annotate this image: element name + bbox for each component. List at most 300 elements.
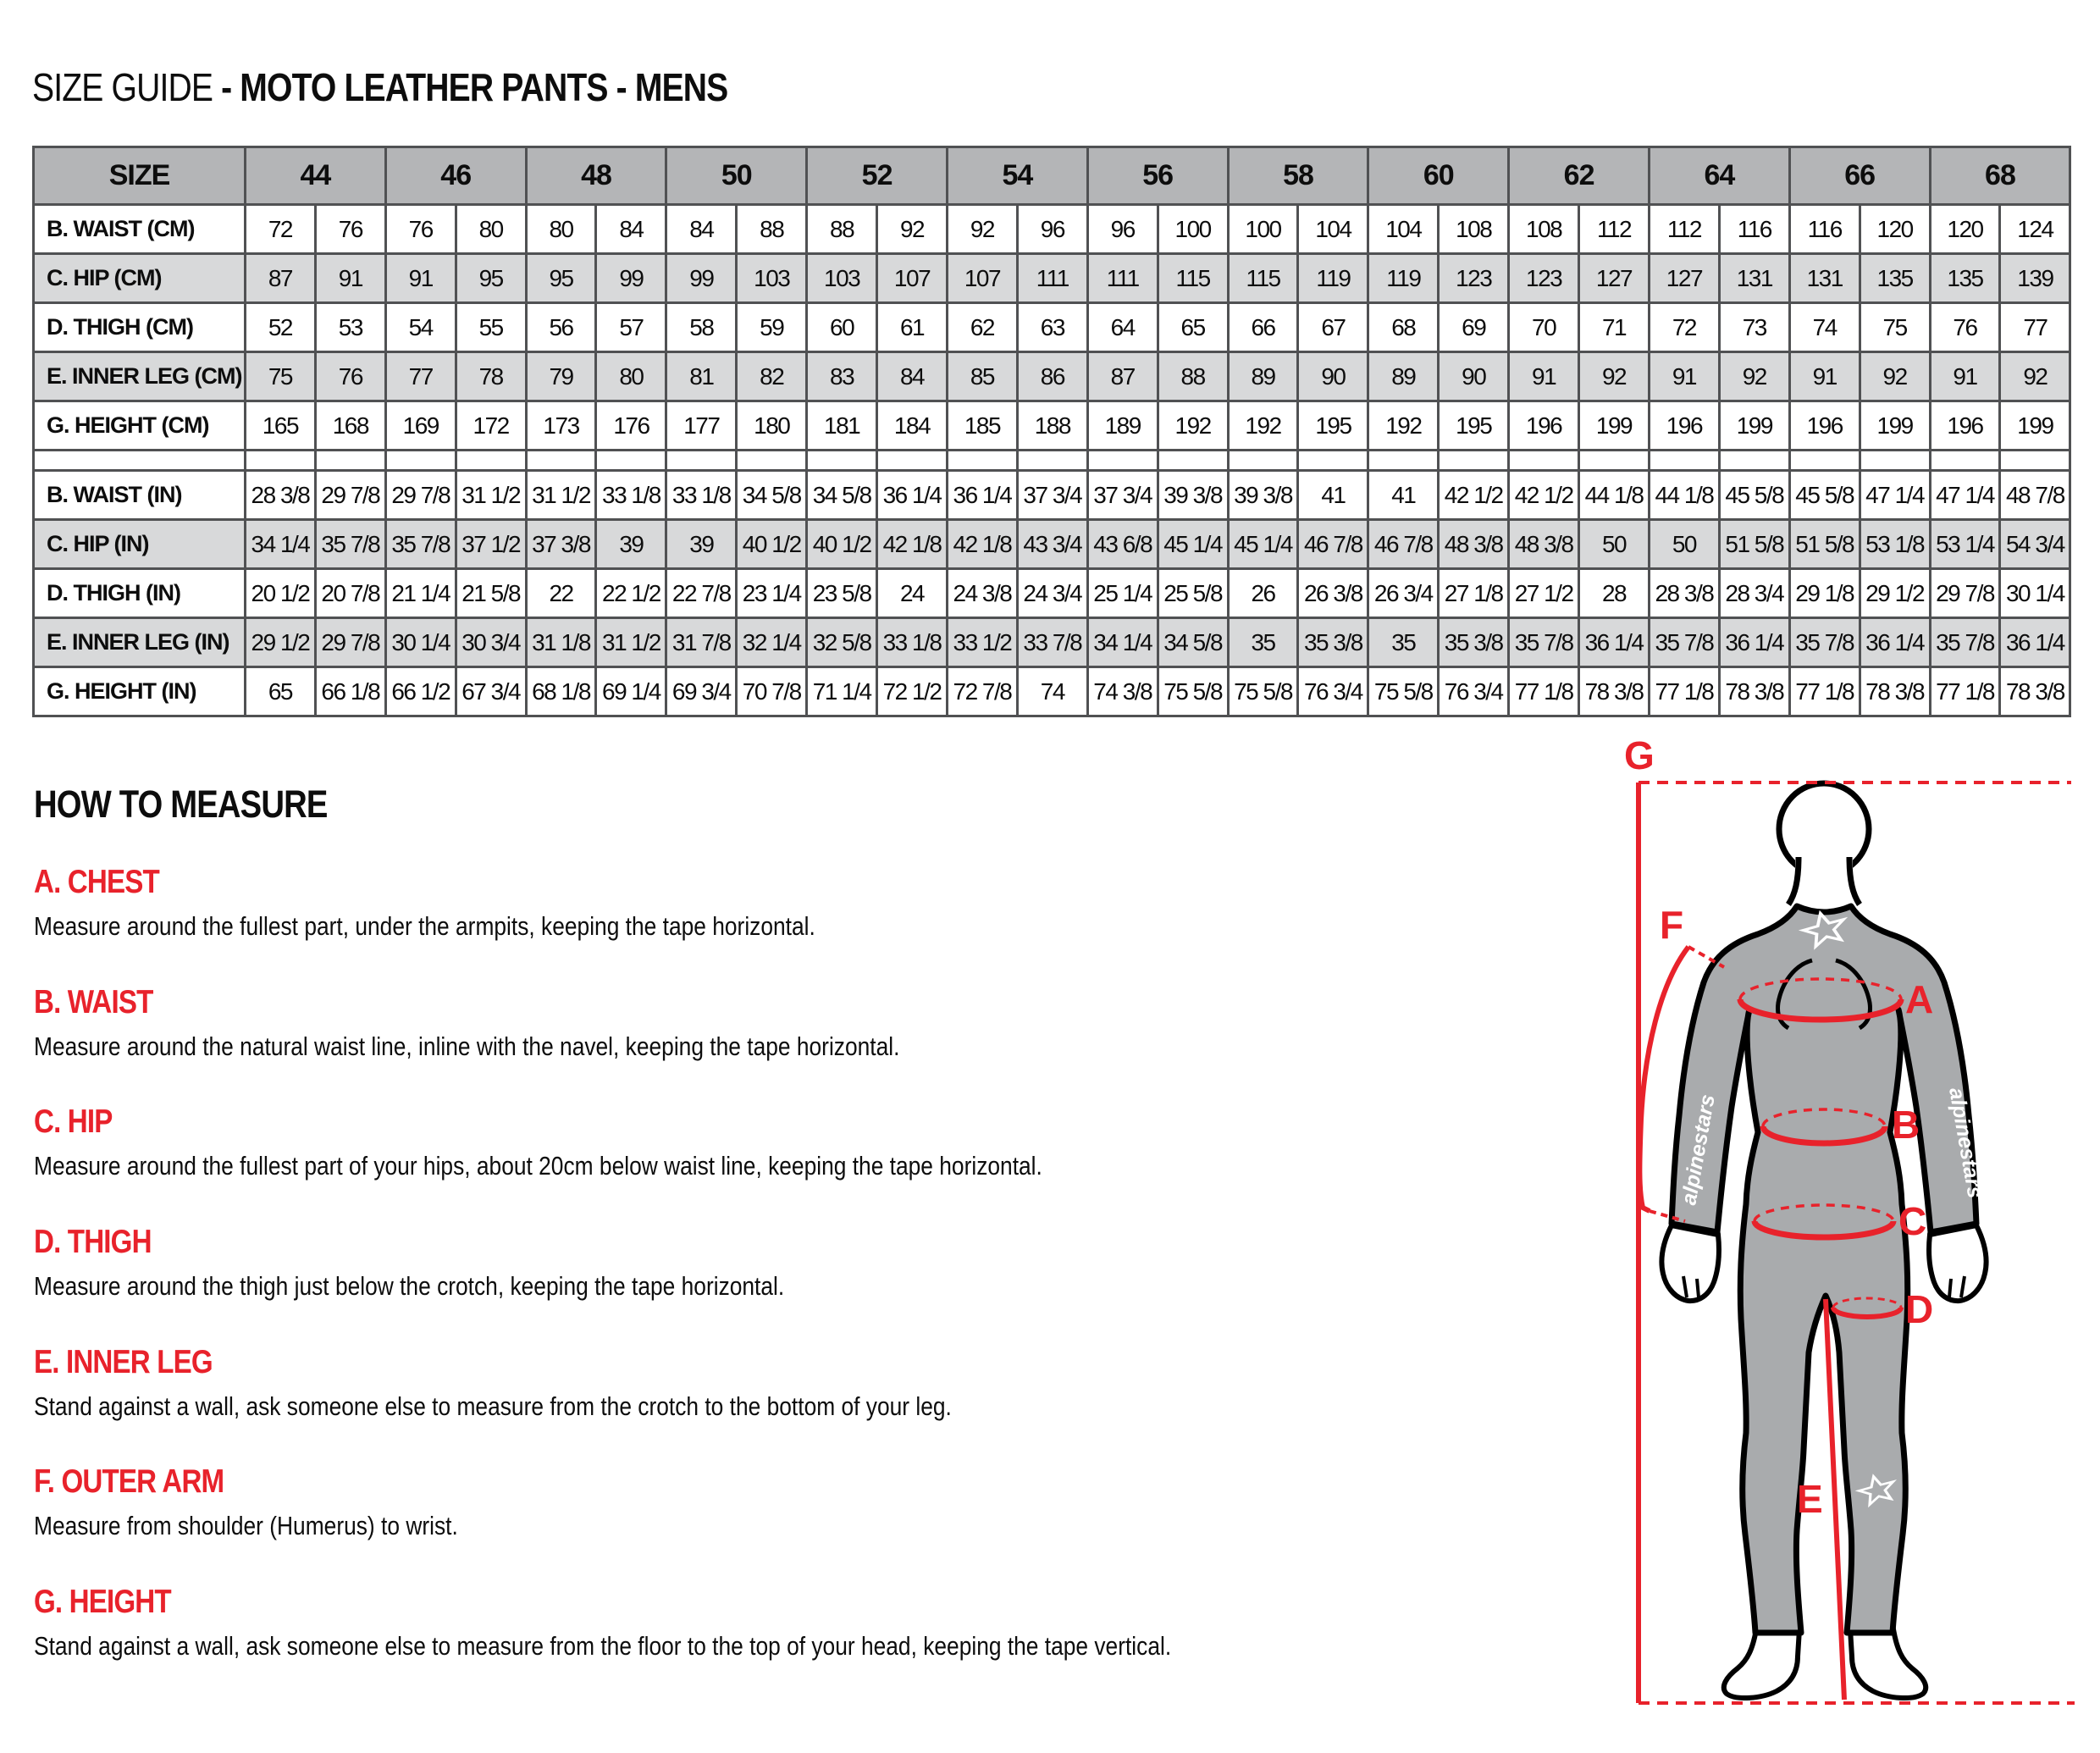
table-cell: 115 [1228, 254, 1298, 303]
table-cell: 36 1/4 [877, 471, 948, 520]
hand-right [1929, 1225, 1986, 1301]
table-cell: 59 [737, 303, 807, 352]
table-cell: 28 3/8 [246, 471, 316, 520]
table-cell: 77 1/8 [1789, 667, 1860, 716]
table-cell: 41 [1298, 471, 1368, 520]
table-cell: 23 5/8 [807, 569, 877, 618]
spacer-cell [1228, 451, 1298, 471]
table-cell: 169 [385, 401, 456, 451]
table-cell: 77 1/8 [1930, 667, 2000, 716]
measure-section-heading: F. OUTER ARM [34, 1463, 224, 1501]
label-f: F [1660, 903, 1684, 947]
spacer-cell [1930, 451, 2000, 471]
table-cell: 30 1/4 [2000, 569, 2070, 618]
table-cell: 78 3/8 [2000, 667, 2070, 716]
table-cell: 31 1/8 [526, 618, 596, 667]
table-cell: 27 1/8 [1439, 569, 1509, 618]
measure-section [34, 1463, 1558, 1541]
table-cell: 21 1/4 [385, 569, 456, 618]
table-cell: 185 [947, 401, 1017, 451]
size-corner-cell: SIZE [34, 147, 246, 205]
table-cell: 55 [456, 303, 526, 352]
table-cell: 45 1/4 [1228, 520, 1298, 569]
table-cell: 36 1/4 [947, 471, 1017, 520]
foot-left [1724, 1629, 1799, 1698]
measure-section-text: Measure around the thigh just below the crotch, keeping the tape horizontal. [34, 1270, 785, 1301]
table-cell: 90 [1439, 352, 1509, 401]
table-cell: 72 1/2 [877, 667, 948, 716]
table-cell: 135 [1860, 254, 1930, 303]
measure-section [34, 1103, 1558, 1181]
table-cell: 86 [1017, 352, 1087, 401]
label-c: C [1898, 1199, 1927, 1243]
table-cell: 91 [1789, 352, 1860, 401]
spacer-cell [1298, 451, 1368, 471]
table-cell: 196 [1930, 401, 2000, 451]
size-table [32, 146, 2071, 717]
table-cell: 199 [1860, 401, 1930, 451]
table-cell: 32 5/8 [807, 618, 877, 667]
table-cell: 88 [1158, 352, 1228, 401]
table-cell: 21 5/8 [456, 569, 526, 618]
size-header-cell: 56 [1087, 147, 1228, 205]
spacer-cell [1649, 451, 1719, 471]
table-cell: 27 1/2 [1509, 569, 1579, 618]
table-cell: 70 [1509, 303, 1579, 352]
table-cell: 66 1/2 [385, 667, 456, 716]
row-label: G. HEIGHT (IN) [34, 667, 246, 716]
table-cell: 116 [1789, 205, 1860, 254]
table-cell: 89 [1228, 352, 1298, 401]
spacer-cell [1158, 451, 1228, 471]
spacer-cell [385, 451, 456, 471]
table-cell: 46 7/8 [1368, 520, 1439, 569]
table-cell: 28 3/8 [1649, 569, 1719, 618]
table-cell: 31 1/2 [526, 471, 596, 520]
table-cell: 91 [385, 254, 456, 303]
table-cell: 71 1/4 [807, 667, 877, 716]
table-cell: 69 [1439, 303, 1509, 352]
table-cell: 35 7/8 [1930, 618, 2000, 667]
label-e: E [1797, 1477, 1823, 1521]
table-cell: 69 3/4 [666, 667, 737, 716]
table-cell: 88 [737, 205, 807, 254]
size-header-cell: 46 [385, 147, 526, 205]
table-cell: 37 3/4 [1087, 471, 1158, 520]
table-cell: 34 5/8 [807, 471, 877, 520]
table-cell: 92 [1579, 352, 1650, 401]
table-cell: 45 5/8 [1719, 471, 1789, 520]
table-cell: 52 [246, 303, 316, 352]
table-cell: 79 [526, 352, 596, 401]
table-cell: 37 3/8 [526, 520, 596, 569]
table-cell: 91 [1930, 352, 2000, 401]
table-cell: 54 [385, 303, 456, 352]
table-cell: 91 [1509, 352, 1579, 401]
table-cell: 81 [666, 352, 737, 401]
table-cell: 78 [456, 352, 526, 401]
table-cell: 29 7/8 [1930, 569, 2000, 618]
table-cell: 74 [1017, 667, 1087, 716]
measure-section [34, 1344, 1558, 1422]
table-cell: 73 [1719, 303, 1789, 352]
table-cell: 50 [1579, 520, 1650, 569]
table-row [34, 303, 2070, 352]
spacer-cell [807, 451, 877, 471]
table-cell: 43 3/4 [1017, 520, 1087, 569]
table-cell: 23 1/4 [737, 569, 807, 618]
spacer-cell [456, 451, 526, 471]
measure-section-text: Measure around the fullest part, under the armpits, keeping the tape horizontal. [34, 911, 815, 941]
table-cell: 36 1/4 [1860, 618, 1930, 667]
spacer-cell [947, 451, 1017, 471]
table-cell: 123 [1439, 254, 1509, 303]
table-cell: 124 [2000, 205, 2070, 254]
table-cell: 103 [737, 254, 807, 303]
table-cell: 29 7/8 [385, 471, 456, 520]
table-cell: 96 [1087, 205, 1158, 254]
table-cell: 66 1/8 [315, 667, 385, 716]
size-header-cell: 64 [1649, 147, 1789, 205]
page-title-bold: - MOTO LEATHER PANTS - MENS [221, 65, 728, 109]
table-cell: 41 [1368, 471, 1439, 520]
label-g: G [1624, 733, 1655, 777]
table-cell: 29 1/2 [1860, 569, 1930, 618]
table-cell: 75 5/8 [1228, 667, 1298, 716]
table-cell: 20 7/8 [315, 569, 385, 618]
table-cell: 131 [1789, 254, 1860, 303]
table-cell: 165 [246, 401, 316, 451]
table-cell: 108 [1439, 205, 1509, 254]
table-cell: 53 [315, 303, 385, 352]
table-cell: 47 1/4 [1930, 471, 2000, 520]
table-cell: 192 [1368, 401, 1439, 451]
table-row [34, 667, 2070, 716]
table-cell: 72 [246, 205, 316, 254]
table-cell: 192 [1228, 401, 1298, 451]
table-cell: 75 5/8 [1158, 667, 1228, 716]
spacer-cell [34, 451, 246, 471]
table-cell: 45 1/4 [1158, 520, 1228, 569]
table-cell: 104 [1298, 205, 1368, 254]
table-cell: 112 [1649, 205, 1719, 254]
table-cell: 29 1/2 [246, 618, 316, 667]
measure-section-heading: G. HEIGHT [34, 1583, 171, 1620]
table-cell: 48 3/8 [1439, 520, 1509, 569]
table-row [34, 618, 2070, 667]
table-cell: 45 5/8 [1789, 471, 1860, 520]
table-cell: 123 [1509, 254, 1579, 303]
table-cell: 35 7/8 [315, 520, 385, 569]
table-cell: 33 7/8 [1017, 618, 1087, 667]
measure-section-text: Measure from shoulder (Humerus) to wrist. [34, 1511, 458, 1541]
table-cell: 77 [385, 352, 456, 401]
table-cell: 188 [1017, 401, 1087, 451]
spacer-cell [1579, 451, 1650, 471]
measure-section [34, 984, 1558, 1062]
table-cell: 135 [1930, 254, 2000, 303]
table-cell: 104 [1368, 205, 1439, 254]
table-cell: 77 [2000, 303, 2070, 352]
table-cell: 172 [456, 401, 526, 451]
table-cell: 35 7/8 [1649, 618, 1719, 667]
table-cell: 88 [807, 205, 877, 254]
table-cell: 78 3/8 [1579, 667, 1650, 716]
table-cell: 29 7/8 [315, 618, 385, 667]
table-cell: 92 [1860, 352, 1930, 401]
table-cell: 25 5/8 [1158, 569, 1228, 618]
table-cell: 84 [596, 205, 666, 254]
table-cell: 22 [526, 569, 596, 618]
table-cell: 96 [1017, 205, 1087, 254]
table-cell: 199 [1719, 401, 1789, 451]
table-cell: 70 7/8 [737, 667, 807, 716]
table-cell: 58 [666, 303, 737, 352]
table-cell: 39 [666, 520, 737, 569]
table-cell: 84 [877, 352, 948, 401]
spacer-cell [877, 451, 948, 471]
table-cell: 53 1/4 [1930, 520, 2000, 569]
neck-fill [1795, 857, 1853, 906]
table-cell: 107 [877, 254, 948, 303]
row-label: B. WAIST (CM) [34, 205, 246, 254]
alpinestars-arm-text-right: alpinestars [1944, 1086, 1987, 1201]
spacer-cell [737, 451, 807, 471]
table-cell: 37 3/4 [1017, 471, 1087, 520]
table-cell: 28 [1579, 569, 1650, 618]
table-cell: 40 1/2 [737, 520, 807, 569]
how-to-measure [34, 782, 1558, 1703]
table-cell: 120 [1860, 205, 1930, 254]
table-cell: 72 [1649, 303, 1719, 352]
table-cell: 24 3/8 [947, 569, 1017, 618]
spacer-cell [1719, 451, 1789, 471]
table-cell: 199 [2000, 401, 2070, 451]
table-cell: 64 [1087, 303, 1158, 352]
table-cell: 42 1/2 [1509, 471, 1579, 520]
table-cell: 22 7/8 [666, 569, 737, 618]
table-cell: 35 3/8 [1298, 618, 1368, 667]
hand-left [1661, 1225, 1718, 1301]
table-cell: 32 1/4 [737, 618, 807, 667]
table-cell: 77 1/8 [1509, 667, 1579, 716]
table-cell: 35 7/8 [1789, 618, 1860, 667]
table-cell: 103 [807, 254, 877, 303]
table-cell: 39 [596, 520, 666, 569]
size-header-cell: 58 [1228, 147, 1368, 205]
table-cell: 76 [315, 352, 385, 401]
measurement-diagram [1600, 730, 2092, 1750]
table-cell: 31 1/2 [456, 471, 526, 520]
measure-section-text: Measure around the natural waist line, inline with the navel, keeping the tape horizontal. [34, 1031, 900, 1061]
table-cell: 25 1/4 [1087, 569, 1158, 618]
row-label: C. HIP (CM) [34, 254, 246, 303]
table-cell: 42 1/8 [877, 520, 948, 569]
table-cell: 181 [807, 401, 877, 451]
spacer-cell [1017, 451, 1087, 471]
table-row [34, 520, 2070, 569]
table-cell: 92 [947, 205, 1017, 254]
table-cell: 33 1/8 [596, 471, 666, 520]
table-cell: 91 [315, 254, 385, 303]
table-cell: 65 [246, 667, 316, 716]
table-cell: 90 [1298, 352, 1368, 401]
measure-sections [34, 864, 1558, 1661]
table-cell: 100 [1158, 205, 1228, 254]
table-cell: 76 [385, 205, 456, 254]
table-cell: 35 [1368, 618, 1439, 667]
table-cell: 91 [1649, 352, 1719, 401]
table-cell: 78 3/8 [1719, 667, 1789, 716]
table-cell: 67 3/4 [456, 667, 526, 716]
table-cell: 24 [877, 569, 948, 618]
table-cell: 75 [1860, 303, 1930, 352]
table-cell: 72 7/8 [947, 667, 1017, 716]
foot-right [1850, 1629, 1926, 1698]
table-cell: 89 [1368, 352, 1439, 401]
table-cell: 196 [1509, 401, 1579, 451]
table-cell: 48 3/8 [1509, 520, 1579, 569]
measure-section-text: Stand against a wall, ask someone else to measure from the crotch to the bottom of your leg. [34, 1391, 952, 1421]
measure-section [34, 1584, 1558, 1662]
spacer-cell [1860, 451, 1930, 471]
table-cell: 67 [1298, 303, 1368, 352]
size-header-cell: 52 [807, 147, 948, 205]
table-cell: 33 1/8 [877, 618, 948, 667]
table-cell: 35 3/8 [1439, 618, 1509, 667]
table-cell: 36 1/4 [2000, 618, 2070, 667]
table-cell: 127 [1579, 254, 1650, 303]
table-cell: 195 [1439, 401, 1509, 451]
table-cell: 50 [1649, 520, 1719, 569]
table-cell: 69 1/4 [596, 667, 666, 716]
table-cell: 92 [2000, 352, 2070, 401]
table-row [34, 352, 2070, 401]
table-cell: 34 5/8 [737, 471, 807, 520]
table-cell: 34 1/4 [246, 520, 316, 569]
table-cell: 139 [2000, 254, 2070, 303]
table-cell: 65 [1158, 303, 1228, 352]
label-a: A [1905, 977, 1934, 1021]
table-cell: 39 3/8 [1158, 471, 1228, 520]
label-b: B [1892, 1103, 1920, 1147]
table-cell: 44 1/8 [1649, 471, 1719, 520]
table-cell: 29 1/8 [1789, 569, 1860, 618]
table-cell: 26 [1228, 569, 1298, 618]
table-cell: 26 3/4 [1368, 569, 1439, 618]
table-cell: 48 7/8 [2000, 471, 2070, 520]
measure-section-heading: B. WAIST [34, 983, 153, 1020]
table-cell: 199 [1579, 401, 1650, 451]
table-row [34, 254, 2070, 303]
row-label: G. HEIGHT (CM) [34, 401, 246, 451]
spacer-cell [1789, 451, 1860, 471]
table-cell: 42 1/8 [947, 520, 1017, 569]
row-label: B. WAIST (IN) [34, 471, 246, 520]
table-cell: 76 [1930, 303, 2000, 352]
table-cell: 71 [1579, 303, 1650, 352]
size-header-cell: 54 [947, 147, 1087, 205]
table-cell: 95 [456, 254, 526, 303]
table-cell: 112 [1579, 205, 1650, 254]
row-label: D. THIGH (IN) [34, 569, 246, 618]
table-cell: 40 1/2 [807, 520, 877, 569]
table-cell: 111 [1017, 254, 1087, 303]
size-header-cell: 48 [526, 147, 666, 205]
measure-section-heading: C. HIP [34, 1103, 113, 1141]
table-cell: 177 [666, 401, 737, 451]
table-cell: 115 [1158, 254, 1228, 303]
table-cell: 46 7/8 [1298, 520, 1368, 569]
spacer-cell [596, 451, 666, 471]
table-cell: 31 7/8 [666, 618, 737, 667]
table-cell: 66 [1228, 303, 1298, 352]
table-cell: 39 3/8 [1228, 471, 1298, 520]
table-cell: 87 [1087, 352, 1158, 401]
table-cell: 44 1/8 [1579, 471, 1650, 520]
table-cell: 196 [1649, 401, 1719, 451]
table-cell: 80 [456, 205, 526, 254]
table-cell: 33 1/8 [666, 471, 737, 520]
table-cell: 68 1/8 [526, 667, 596, 716]
measure-section-heading: D. THIGH [34, 1223, 152, 1260]
table-cell: 78 3/8 [1860, 667, 1930, 716]
table-cell: 108 [1509, 205, 1579, 254]
spacer-cell [1087, 451, 1158, 471]
table-cell: 33 1/2 [947, 618, 1017, 667]
table-cell: 176 [596, 401, 666, 451]
table-cell: 82 [737, 352, 807, 401]
table-cell: 100 [1228, 205, 1298, 254]
table-cell: 31 1/2 [596, 618, 666, 667]
table-cell: 77 1/8 [1649, 667, 1719, 716]
table-cell: 62 [947, 303, 1017, 352]
spacer-cell [246, 451, 316, 471]
table-cell: 30 3/4 [456, 618, 526, 667]
how-to-measure-title: HOW TO MEASURE [34, 782, 328, 826]
table-cell: 83 [807, 352, 877, 401]
table-cell: 42 1/2 [1439, 471, 1509, 520]
spacer-cell [1368, 451, 1439, 471]
measure-section-text: Measure around the fullest part of your hips, about 20cm below waist line, keeping the tape horizontal. [34, 1151, 1042, 1181]
table-cell: 184 [877, 401, 948, 451]
table-cell: 63 [1017, 303, 1087, 352]
measure-section-text: Stand against a wall, ask someone else to measure from the floor to the top of your head, keeping the tape vertical. [34, 1630, 1172, 1661]
spacer-cell [666, 451, 737, 471]
table-cell: 119 [1298, 254, 1368, 303]
table-cell: 35 [1228, 618, 1298, 667]
table-cell: 74 [1789, 303, 1860, 352]
table-cell: 57 [596, 303, 666, 352]
table-cell: 87 [246, 254, 316, 303]
table-cell: 24 3/4 [1017, 569, 1087, 618]
spacer-cell [2000, 451, 2070, 471]
table-cell: 51 5/8 [1789, 520, 1860, 569]
size-header-row [34, 147, 2070, 205]
table-cell: 195 [1298, 401, 1368, 451]
table-cell: 75 5/8 [1368, 667, 1439, 716]
label-d: D [1905, 1287, 1934, 1331]
size-header-cell: 60 [1368, 147, 1509, 205]
spacer-cell [1439, 451, 1509, 471]
size-header-cell: 50 [666, 147, 807, 205]
measure-section-heading: E. INNER LEG [34, 1343, 213, 1380]
measure-section-heading: A. CHEST [34, 864, 159, 900]
row-label: C. HIP (IN) [34, 520, 246, 569]
table-cell: 189 [1087, 401, 1158, 451]
table-cell: 29 7/8 [315, 471, 385, 520]
table-cell: 99 [666, 254, 737, 303]
